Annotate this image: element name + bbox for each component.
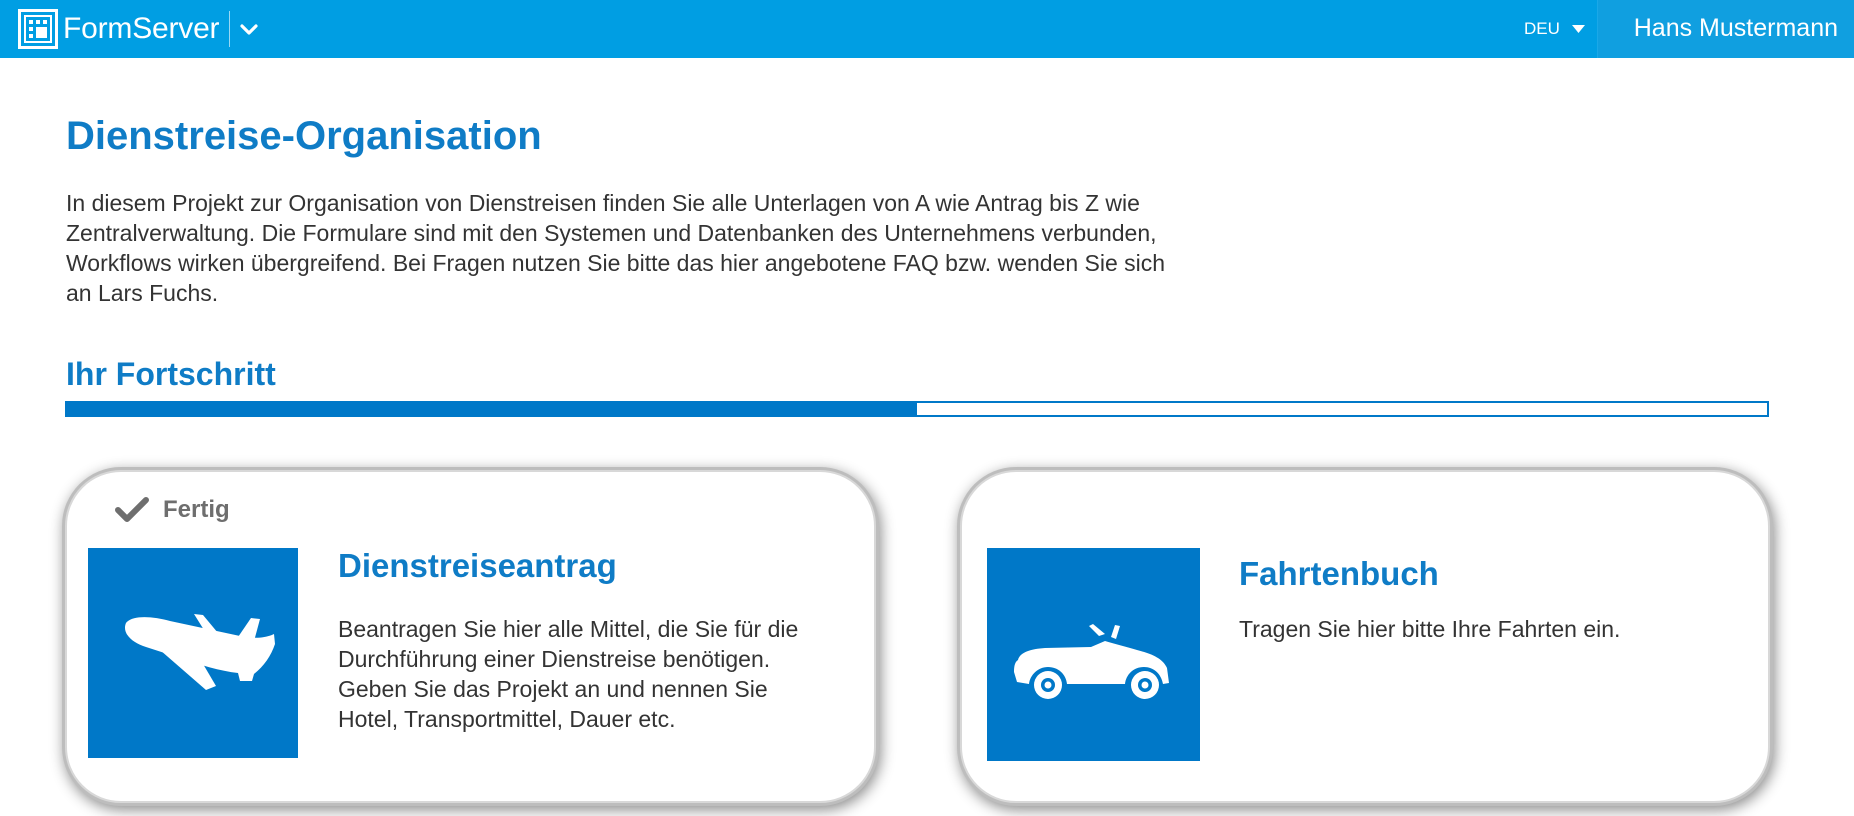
- card-title[interactable]: Dienstreiseantrag: [338, 547, 617, 584]
- intro-line: Workflows wirken übergreifend. Bei Fragen nutzen Sie bitte das hier angebotene FAQ bzw. wenden Sie sich: [66, 250, 1166, 276]
- card-fahrtenbuch[interactable]: [960, 470, 1770, 803]
- airplane-icon: [88, 548, 298, 758]
- card-dienstreiseantrag[interactable]: [65, 470, 876, 803]
- progress-bar: [65, 401, 1769, 417]
- user-menu[interactable]: [1597, 0, 1854, 58]
- intro-line: Zentralverwaltung. Die Formulare sind mit den Systemen und Datenbanken des Unternehmens verbunden,: [66, 220, 1157, 246]
- intro-line: an Lars Fuchs.: [66, 280, 219, 306]
- intro-text: [66, 188, 1306, 308]
- caret-down-icon: [1572, 25, 1585, 34]
- description-line: Beantragen Sie hier alle Mittel, die Sie für die: [338, 616, 799, 642]
- language-label: DEU: [1524, 19, 1560, 38]
- chevron-down-icon[interactable]: [238, 18, 260, 40]
- car-icon: [987, 548, 1200, 761]
- top-bar: [0, 0, 1854, 58]
- progress-title: Ihr Fortschritt: [66, 356, 276, 392]
- brand[interactable]: [18, 9, 260, 49]
- description-line: Hotel, Transportmittel, Dauer etc.: [338, 706, 676, 732]
- description-line: Tragen Sie hier bitte Ihre Fahrten ein.: [1239, 616, 1621, 642]
- app-name: FormServer: [63, 12, 220, 45]
- intro-line: In diesem Projekt zur Organisation von Dienstreisen finden Sie alle Unterlagen von A wie Antrag bis Z wie: [66, 190, 1140, 216]
- status-label: Fertig: [163, 496, 230, 523]
- card-tile[interactable]: [88, 548, 298, 758]
- card-description: [1239, 614, 1759, 644]
- card-description: [338, 614, 858, 734]
- formserver-logo-icon: [18, 9, 58, 49]
- check-icon: [115, 496, 149, 524]
- card-tile[interactable]: [987, 548, 1200, 761]
- brand-divider: [229, 11, 230, 47]
- page-title: Dienstreise-Organisation: [66, 114, 542, 158]
- description-line: Durchführung einer Dienstreise benötigen.: [338, 646, 771, 672]
- card-title[interactable]: Fahrtenbuch: [1239, 555, 1439, 592]
- progress-bar-fill: [67, 403, 917, 415]
- language-selector[interactable]: [1524, 16, 1585, 42]
- user-name: Hans Mustermann: [1633, 14, 1838, 42]
- description-line: Geben Sie das Projekt an und nennen Sie: [338, 676, 768, 702]
- card-status: [115, 494, 230, 526]
